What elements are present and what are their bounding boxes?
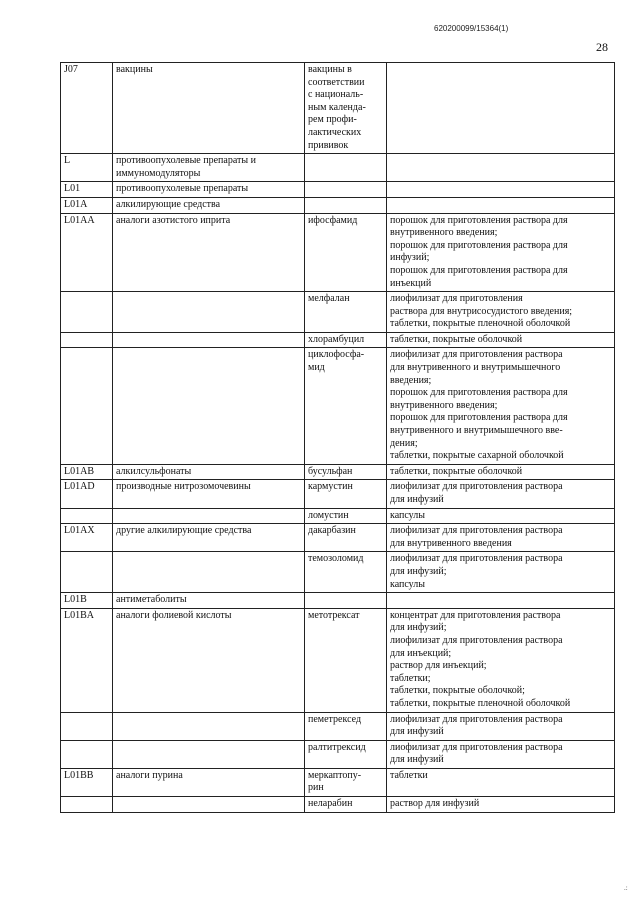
cell-name <box>305 197 387 213</box>
table-row <box>61 508 615 524</box>
cell-name: ломустин <box>305 508 387 524</box>
cell-group <box>113 292 305 333</box>
cell-code <box>61 797 113 813</box>
cell-form <box>387 182 615 198</box>
table-row <box>61 608 615 712</box>
cell-code: J07 <box>61 63 113 154</box>
cell-code: L01AB <box>61 464 113 480</box>
table-row <box>61 768 615 796</box>
cell-code <box>61 740 113 768</box>
cell-group <box>113 348 305 464</box>
cell-name: меркаптопу- рин <box>305 768 387 796</box>
table-row <box>61 213 615 292</box>
cell-form: порошок для приготовления раствора для внутривенного введения; порошок для приготовления раствора для инфузий; порошок для приготовления раствора для инъекций <box>387 213 615 292</box>
cell-name: циклофосфа- мид <box>305 348 387 464</box>
cell-name <box>305 182 387 198</box>
cell-group: аналоги азотистого иприта <box>113 213 305 292</box>
cell-code <box>61 712 113 740</box>
cell-code <box>61 332 113 348</box>
table-row <box>61 552 615 593</box>
cell-code <box>61 552 113 593</box>
cell-name: мелфалан <box>305 292 387 333</box>
cell-group: аналоги пурина <box>113 768 305 796</box>
cell-form: концентрат для приготовления раствора для инфузий; лиофилизат для приготовления раствора для инъекций; раствор для инъекций; таблетки; таблетки, покрытые оболочкой; таблетки, покрытые пленочной оболочкой <box>387 608 615 712</box>
cell-form: таблетки, покрытые оболочкой <box>387 464 615 480</box>
cell-group <box>113 740 305 768</box>
cell-code <box>61 508 113 524</box>
cell-form: таблетки, покрытые оболочкой <box>387 332 615 348</box>
table-row <box>61 480 615 508</box>
table-row <box>61 348 615 464</box>
cell-group: противоопухолевые препараты и иммуномодуляторы <box>113 154 305 182</box>
cell-form <box>387 154 615 182</box>
cell-group: алкилирующие средства <box>113 197 305 213</box>
table-row <box>61 797 615 813</box>
cell-name: ралтитрексид <box>305 740 387 768</box>
cell-name <box>305 593 387 609</box>
table-row <box>61 197 615 213</box>
cell-code: L01AD <box>61 480 113 508</box>
table-row <box>61 593 615 609</box>
cell-name: хлорамбуцил <box>305 332 387 348</box>
cell-name: неларабин <box>305 797 387 813</box>
table-row <box>61 63 615 154</box>
cell-name <box>305 154 387 182</box>
cell-group <box>113 552 305 593</box>
cell-form: лиофилизат для приготовления раствора для внутрисосудистого введения; таблетки, покрытые пленочной оболочкой <box>387 292 615 333</box>
table-row <box>61 332 615 348</box>
cell-code: L01AX <box>61 524 113 552</box>
table-row <box>61 154 615 182</box>
cell-code: L01B <box>61 593 113 609</box>
cell-code: L01A <box>61 197 113 213</box>
cell-name: метотрексат <box>305 608 387 712</box>
cell-form <box>387 63 615 154</box>
cell-form: таблетки <box>387 768 615 796</box>
cell-group <box>113 797 305 813</box>
cell-form: лиофилизат для приготовления раствора для инфузий; капсулы <box>387 552 615 593</box>
scan-mark: .: <box>624 884 628 892</box>
cell-code: L <box>61 154 113 182</box>
document-id: 620200099/15364(1) <box>434 24 509 33</box>
table-row <box>61 464 615 480</box>
cell-form <box>387 197 615 213</box>
cell-group <box>113 332 305 348</box>
cell-group: аналоги фолиевой кислоты <box>113 608 305 712</box>
cell-form <box>387 593 615 609</box>
cell-code: L01AA <box>61 213 113 292</box>
cell-code: L01 <box>61 182 113 198</box>
cell-code: L01BB <box>61 768 113 796</box>
cell-name: пеметрексед <box>305 712 387 740</box>
table-row <box>61 740 615 768</box>
cell-name: вакцины в соответствии с националь- ным календа- рем профи- лактических прививок <box>305 63 387 154</box>
table-row <box>61 524 615 552</box>
cell-form: раствор для инфузий <box>387 797 615 813</box>
cell-name: ифосфамид <box>305 213 387 292</box>
cell-group: противоопухолевые препараты <box>113 182 305 198</box>
drug-table <box>60 62 615 813</box>
cell-form: капсулы <box>387 508 615 524</box>
table-row <box>61 712 615 740</box>
cell-group: производные нитрозомочевины <box>113 480 305 508</box>
cell-form: лиофилизат для приготовления раствора для инфузий <box>387 712 615 740</box>
cell-code <box>61 348 113 464</box>
drug-table-body <box>61 63 615 813</box>
cell-code: L01BA <box>61 608 113 712</box>
cell-name: темозоломид <box>305 552 387 593</box>
cell-form: лиофилизат для приготовления раствора для внутривенного введения <box>387 524 615 552</box>
cell-form: лиофилизат для приготовления раствора для инфузий <box>387 480 615 508</box>
cell-group: антиметаболиты <box>113 593 305 609</box>
cell-form: лиофилизат для приготовления раствора для инфузий <box>387 740 615 768</box>
cell-group: алкилсульфонаты <box>113 464 305 480</box>
cell-group <box>113 508 305 524</box>
cell-group <box>113 712 305 740</box>
page-number: 28 <box>596 40 608 54</box>
cell-name: бусульфан <box>305 464 387 480</box>
cell-group: другие алкилирующие средства <box>113 524 305 552</box>
cell-group: вакцины <box>113 63 305 154</box>
cell-name: кармустин <box>305 480 387 508</box>
table-row <box>61 182 615 198</box>
cell-name: дакарбазин <box>305 524 387 552</box>
table-row <box>61 292 615 333</box>
cell-form: лиофилизат для приготовления раствора для внутривенного и внутримышечного введения; порошок для приготовления раствора для внутривенного введения; порошок для приготовления раствора для внутривенного и внутримышечного вве- дения; таблетки, покрытые сахарной оболочкой <box>387 348 615 464</box>
cell-code <box>61 292 113 333</box>
